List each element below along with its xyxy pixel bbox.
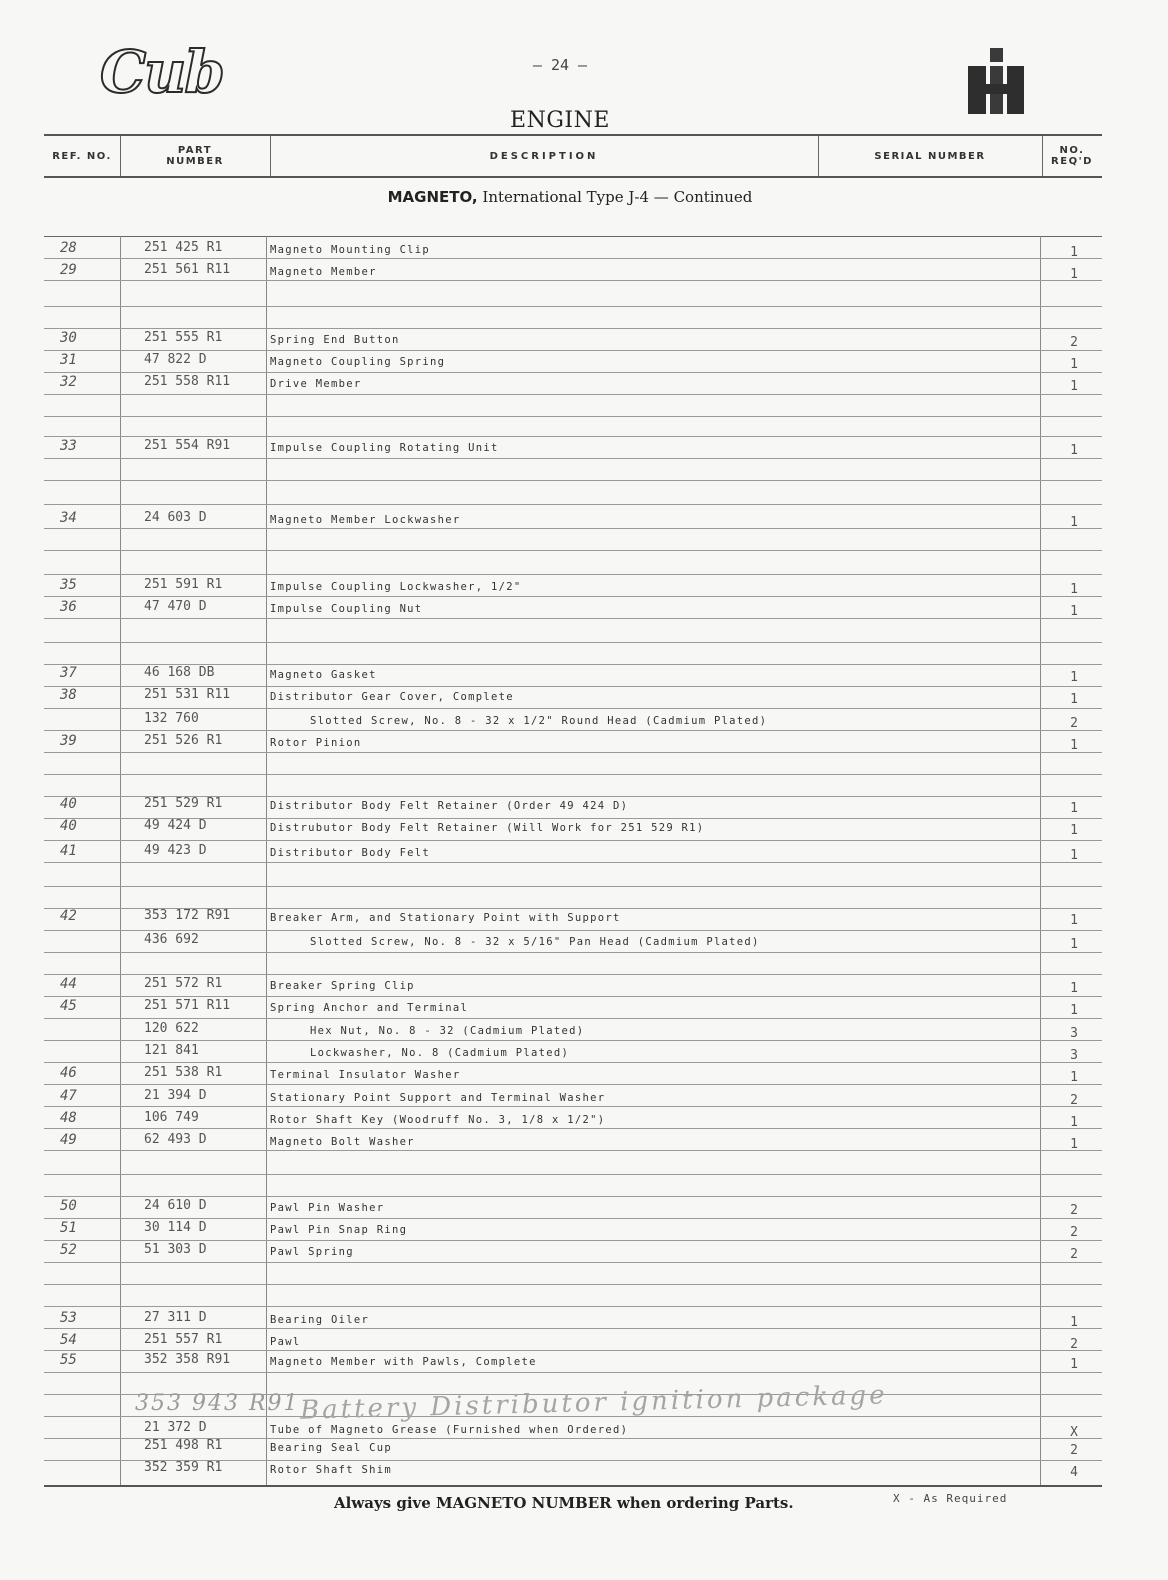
- quantity: 1: [1070, 379, 1078, 394]
- row-rule: [44, 774, 1102, 775]
- part-number: 251 554 R91: [144, 438, 231, 453]
- table-row: [44, 330, 1102, 352]
- table-row: [44, 1088, 1102, 1110]
- description: Bearing Seal Cup: [270, 1442, 392, 1454]
- section-title: ENGINE: [510, 108, 610, 133]
- table-row: [44, 1310, 1102, 1332]
- description: Drive Member: [270, 378, 362, 390]
- row-rule: [44, 642, 1102, 643]
- handwritten-note: Battery Distributor ignition package: [299, 1380, 888, 1426]
- table-row: [44, 665, 1102, 687]
- row-rule: [44, 480, 1102, 481]
- quantity: 1: [1070, 1137, 1078, 1152]
- col-part: PART NUMBER: [166, 145, 224, 167]
- description: Impulse Coupling Rotating Unit: [270, 442, 499, 454]
- description: Spring End Button: [270, 334, 400, 346]
- description: Magneto Coupling Spring: [270, 356, 446, 368]
- ref-number: 35: [60, 577, 77, 593]
- quantity: 1: [1070, 937, 1078, 952]
- description: Rotor Shaft Shim: [270, 1464, 392, 1476]
- ref-number: 49: [60, 1132, 77, 1148]
- quantity: 1: [1070, 1070, 1078, 1085]
- description: Slotted Screw, No. 8 - 32 x 5/16" Pan Head (Cadmium Plated): [310, 936, 760, 948]
- row-rule: [44, 930, 1102, 931]
- quantity: 4: [1070, 1465, 1078, 1480]
- description: Impulse Coupling Lockwasher, 1/2": [270, 581, 522, 593]
- part-number: 251 529 R1: [144, 796, 223, 811]
- table-row: [44, 352, 1102, 374]
- description: Breaker Spring Clip: [270, 980, 415, 992]
- table-row: [44, 1220, 1102, 1242]
- part-number: 30 114 D: [144, 1220, 207, 1235]
- description: Pawl Spring: [270, 1246, 354, 1258]
- part-number: 47 822 D: [144, 352, 207, 367]
- row-rule: [44, 550, 1102, 551]
- description: Pawl: [270, 1336, 301, 1348]
- ref-number: 31: [60, 352, 77, 368]
- ih-logo-icon: [968, 48, 1024, 114]
- quantity: 1: [1070, 245, 1078, 260]
- quantity: 1: [1070, 267, 1078, 282]
- table-row: [44, 932, 1102, 954]
- description: Distributor Body Felt: [270, 847, 431, 859]
- ref-number: 32: [60, 374, 77, 390]
- part-number: 24 610 D: [144, 1198, 207, 1213]
- table-row: [44, 1132, 1102, 1154]
- ref-number: 53: [60, 1310, 77, 1326]
- row-rule: [44, 1174, 1102, 1175]
- table-row: [44, 1460, 1102, 1482]
- table-row: [44, 1021, 1102, 1043]
- table-row: [44, 1242, 1102, 1264]
- footer-note: Always give MAGNETO NUMBER when ordering Parts.: [334, 1494, 794, 1512]
- part-number: 251 572 R1: [144, 976, 223, 991]
- part-number: 352 359 R1: [144, 1460, 223, 1475]
- part-number: 121 841: [144, 1043, 199, 1058]
- table-row: [44, 711, 1102, 733]
- ref-number: 30: [60, 330, 77, 346]
- ref-number: 38: [60, 687, 77, 703]
- table-row: [44, 577, 1102, 599]
- row-rule: [44, 306, 1102, 307]
- quantity: 1: [1070, 848, 1078, 863]
- part-number: 51 303 D: [144, 1242, 207, 1257]
- table-row: [44, 1065, 1102, 1087]
- quantity: 1: [1070, 801, 1078, 816]
- table-row: [44, 240, 1102, 262]
- description: Rotor Shaft Key (Woodruff No. 3, 1/8 x 1/2"): [270, 1114, 606, 1126]
- quantity: 3: [1070, 1048, 1078, 1063]
- description: Tube of Magneto Grease (Furnished when Ordered): [270, 1424, 629, 1436]
- quantity: 1: [1070, 1003, 1078, 1018]
- table-row: [44, 262, 1102, 284]
- part-number: 352 358 R91: [144, 1352, 231, 1367]
- ref-number: 52: [60, 1242, 77, 1258]
- part-number: 21 372 D: [144, 1420, 207, 1435]
- quantity: 1: [1070, 582, 1078, 597]
- row-rule: [44, 886, 1102, 887]
- quantity: 1: [1070, 515, 1078, 530]
- table-row: [44, 908, 1102, 930]
- part-number: 21 394 D: [144, 1088, 207, 1103]
- row-rule: [44, 1306, 1102, 1307]
- description: Bearing Oiler: [270, 1314, 370, 1326]
- description: Lockwasher, No. 8 (Cadmium Plated): [310, 1047, 570, 1059]
- row-rule: [44, 574, 1102, 575]
- ref-number: 48: [60, 1110, 77, 1126]
- row-rule: [44, 840, 1102, 841]
- description: Distrubutor Body Felt Retainer (Will Work for 251 529 R1): [270, 822, 705, 834]
- description: Magneto Member with Pawls, Complete: [270, 1356, 537, 1368]
- ref-number: 44: [60, 976, 77, 992]
- part-number: 46 168 DB: [144, 665, 215, 680]
- cub-logo: [100, 38, 223, 118]
- part-number: 251 591 R1: [144, 577, 223, 592]
- logo-text: Cub: [100, 38, 223, 106]
- quantity: 2: [1070, 1337, 1078, 1352]
- table-row: [44, 599, 1102, 621]
- ref-number: 50: [60, 1198, 77, 1214]
- quantity: 1: [1070, 981, 1078, 996]
- ref-number: 45: [60, 998, 77, 1014]
- ref-number: 33: [60, 438, 77, 454]
- table-row: [44, 1438, 1102, 1460]
- description: Stationary Point Support and Terminal Washer: [270, 1092, 606, 1104]
- part-number: 120 622: [144, 1021, 199, 1036]
- part-number: 251 526 R1: [144, 733, 223, 748]
- ref-number: 39: [60, 733, 77, 749]
- ref-number: 54: [60, 1332, 77, 1348]
- table-row: [44, 1332, 1102, 1354]
- description: Terminal Insulator Washer: [270, 1069, 461, 1081]
- part-number: 27 311 D: [144, 1310, 207, 1325]
- table-row: [44, 1043, 1102, 1065]
- row-rule: [44, 328, 1102, 329]
- description: Breaker Arm, and Stationary Point with Support: [270, 912, 621, 924]
- table-row: [44, 1198, 1102, 1220]
- ref-number: 55: [60, 1352, 77, 1368]
- row-rule: [44, 436, 1102, 437]
- row-rule: [44, 974, 1102, 975]
- ref-number: 37: [60, 665, 77, 681]
- description: Magneto Member Lockwasher: [270, 514, 461, 526]
- description: Magneto Bolt Washer: [270, 1136, 415, 1148]
- quantity: 1: [1070, 670, 1078, 685]
- table-row: [44, 1110, 1102, 1132]
- part-number: 251 558 R11: [144, 374, 231, 389]
- description: Distributor Gear Cover, Complete: [270, 691, 514, 703]
- ref-number: 51: [60, 1220, 77, 1236]
- table-row: [44, 687, 1102, 709]
- description: Magneto Gasket: [270, 669, 377, 681]
- description: Hex Nut, No. 8 - 32 (Cadmium Plated): [310, 1025, 585, 1037]
- part-number: 251 531 R11: [144, 687, 231, 702]
- ref-number: 42: [60, 908, 77, 924]
- table-row: [44, 818, 1102, 840]
- description: Magneto Member: [270, 266, 377, 278]
- quantity: 1: [1070, 443, 1078, 458]
- part-number: 251 561 R11: [144, 262, 231, 277]
- quantity: 1: [1070, 738, 1078, 753]
- row-rule: [44, 1196, 1102, 1197]
- description: Distributor Body Felt Retainer (Order 49 424 D): [270, 800, 629, 812]
- col-serial: SERIAL NUMBER: [874, 150, 986, 162]
- part-number: 24 603 D: [144, 510, 207, 525]
- ref-number: 41: [60, 843, 77, 859]
- col-description: DESCRIPTION: [489, 150, 599, 162]
- table-row: [44, 438, 1102, 460]
- part-number: 251 557 R1: [144, 1332, 223, 1347]
- quantity: 2: [1070, 335, 1078, 350]
- quantity: 1: [1070, 1115, 1078, 1130]
- table-row: [44, 374, 1102, 396]
- quantity: X: [1070, 1425, 1078, 1440]
- page-number: — 24 —: [532, 56, 588, 74]
- description: Pawl Pin Snap Ring: [270, 1224, 408, 1236]
- table-row: [44, 998, 1102, 1020]
- col-ref: REF. NO.: [52, 150, 112, 162]
- quantity: 1: [1070, 604, 1078, 619]
- part-number: 49 423 D: [144, 843, 207, 858]
- table-row: [44, 733, 1102, 755]
- part-number: 47 470 D: [144, 599, 207, 614]
- quantity: 1: [1070, 357, 1078, 372]
- ref-number: 40: [60, 796, 77, 812]
- quantity: 2: [1070, 716, 1078, 731]
- quantity: 2: [1070, 1203, 1078, 1218]
- ref-number: 40: [60, 818, 77, 834]
- row-rule: [44, 416, 1102, 417]
- table-row: [44, 843, 1102, 865]
- description: Pawl Pin Washer: [270, 1202, 385, 1214]
- quantity: 2: [1070, 1225, 1078, 1240]
- row-rule: [44, 504, 1102, 505]
- ref-number: 47: [60, 1088, 77, 1104]
- description: Spring Anchor and Terminal: [270, 1002, 469, 1014]
- quantity: 1: [1070, 1315, 1078, 1330]
- footer-legend: X - As Required: [893, 1492, 1008, 1505]
- description: Slotted Screw, No. 8 - 32 x 1/2" Round Head (Cadmium Plated): [310, 715, 768, 727]
- table-row: [44, 510, 1102, 532]
- table-row: [44, 976, 1102, 998]
- part-number: 106 749: [144, 1110, 199, 1125]
- quantity: 1: [1070, 913, 1078, 928]
- table-top-rule: [44, 236, 1102, 237]
- ref-number: 29: [60, 262, 77, 278]
- part-number: 251 498 R1: [144, 1438, 223, 1453]
- quantity: 1: [1070, 1357, 1078, 1372]
- ref-number: 46: [60, 1065, 77, 1081]
- quantity: 2: [1070, 1443, 1078, 1458]
- part-number: 251 425 R1: [144, 240, 223, 255]
- part-number: 251 571 R11: [144, 998, 231, 1013]
- quantity: 1: [1070, 823, 1078, 838]
- table-row: [44, 796, 1102, 818]
- ref-number: 34: [60, 510, 77, 526]
- ref-number: 28: [60, 240, 77, 256]
- col-qty: NO. REQ'D: [1051, 145, 1093, 167]
- description: Rotor Pinion: [270, 737, 362, 749]
- handwritten-part: 353 943 R91: [135, 1391, 300, 1416]
- description: Magneto Mounting Clip: [270, 244, 431, 256]
- row-rule: [44, 1284, 1102, 1285]
- table-bottom-rule: [44, 1485, 1102, 1487]
- quantity: 3: [1070, 1026, 1078, 1041]
- table-row: [44, 1352, 1102, 1374]
- part-number: 436 692: [144, 932, 199, 947]
- ref-number: 36: [60, 599, 77, 615]
- part-number: 49 424 D: [144, 818, 207, 833]
- part-number: 62 493 D: [144, 1132, 207, 1147]
- subtitle: MAGNETO, International Type J-4 — Continued: [387, 188, 753, 206]
- part-number: 132 760: [144, 711, 199, 726]
- quantity: 1: [1070, 692, 1078, 707]
- description: Impulse Coupling Nut: [270, 603, 423, 615]
- part-number: 251 555 R1: [144, 330, 223, 345]
- part-number: 353 172 R91: [144, 908, 231, 923]
- column-header: [44, 134, 1102, 178]
- quantity: 2: [1070, 1093, 1078, 1108]
- quantity: 2: [1070, 1247, 1078, 1262]
- part-number: 251 538 R1: [144, 1065, 223, 1080]
